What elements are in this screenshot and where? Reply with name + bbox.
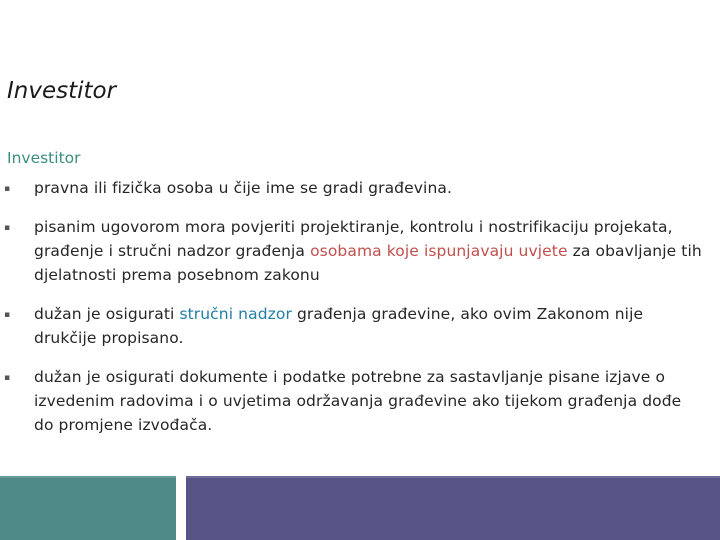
slide-subheading: Investitor [7, 149, 81, 167]
list-item-text [34, 365, 704, 437]
list-item [0, 176, 720, 200]
highlighted-text-blue: stručni nadzor [179, 305, 292, 323]
list-item-text [34, 215, 704, 287]
text-run: pravna ili fizička osoba u čije ime se gradi građevina. [34, 179, 452, 197]
bullet-icon: ▪ [4, 184, 11, 194]
list-item-text [34, 302, 704, 350]
list-item [0, 215, 720, 287]
slide-title: Investitor [7, 78, 117, 104]
text-run: dužan je osigurati dokumente i podatke potrebne za sastavljanje pisane izjave o izvedenim radovima i o uvjetima održavanja građevine ako tijekom građenja dođe do promjene izvođača. [34, 368, 682, 434]
bullet-icon: ▪ [4, 223, 11, 233]
list-item [0, 302, 720, 350]
highlighted-text-red: osobama koje ispunjavaju uvjete [310, 242, 568, 260]
text-run: za obavljanje tih djelatnosti prema posebnom zakonu [34, 242, 702, 284]
bullet-list [0, 176, 720, 452]
footer-bar-right [186, 476, 720, 540]
text-run: dužan je osigurati [34, 305, 180, 323]
list-item [0, 365, 720, 437]
text-run: pisanim ugovorom mora povjeriti projektiranje, kontrolu i nostrifikaciju projekata, građenje i stručni nadzor građenja [34, 218, 673, 260]
footer-bar-left [0, 476, 176, 540]
text-run: građenja građevine, ako ovim Zakonom nije drukčije propisano. [34, 305, 644, 347]
bullet-icon: ▪ [4, 373, 11, 383]
list-item-text [34, 176, 704, 200]
bullet-icon: ▪ [4, 310, 11, 320]
